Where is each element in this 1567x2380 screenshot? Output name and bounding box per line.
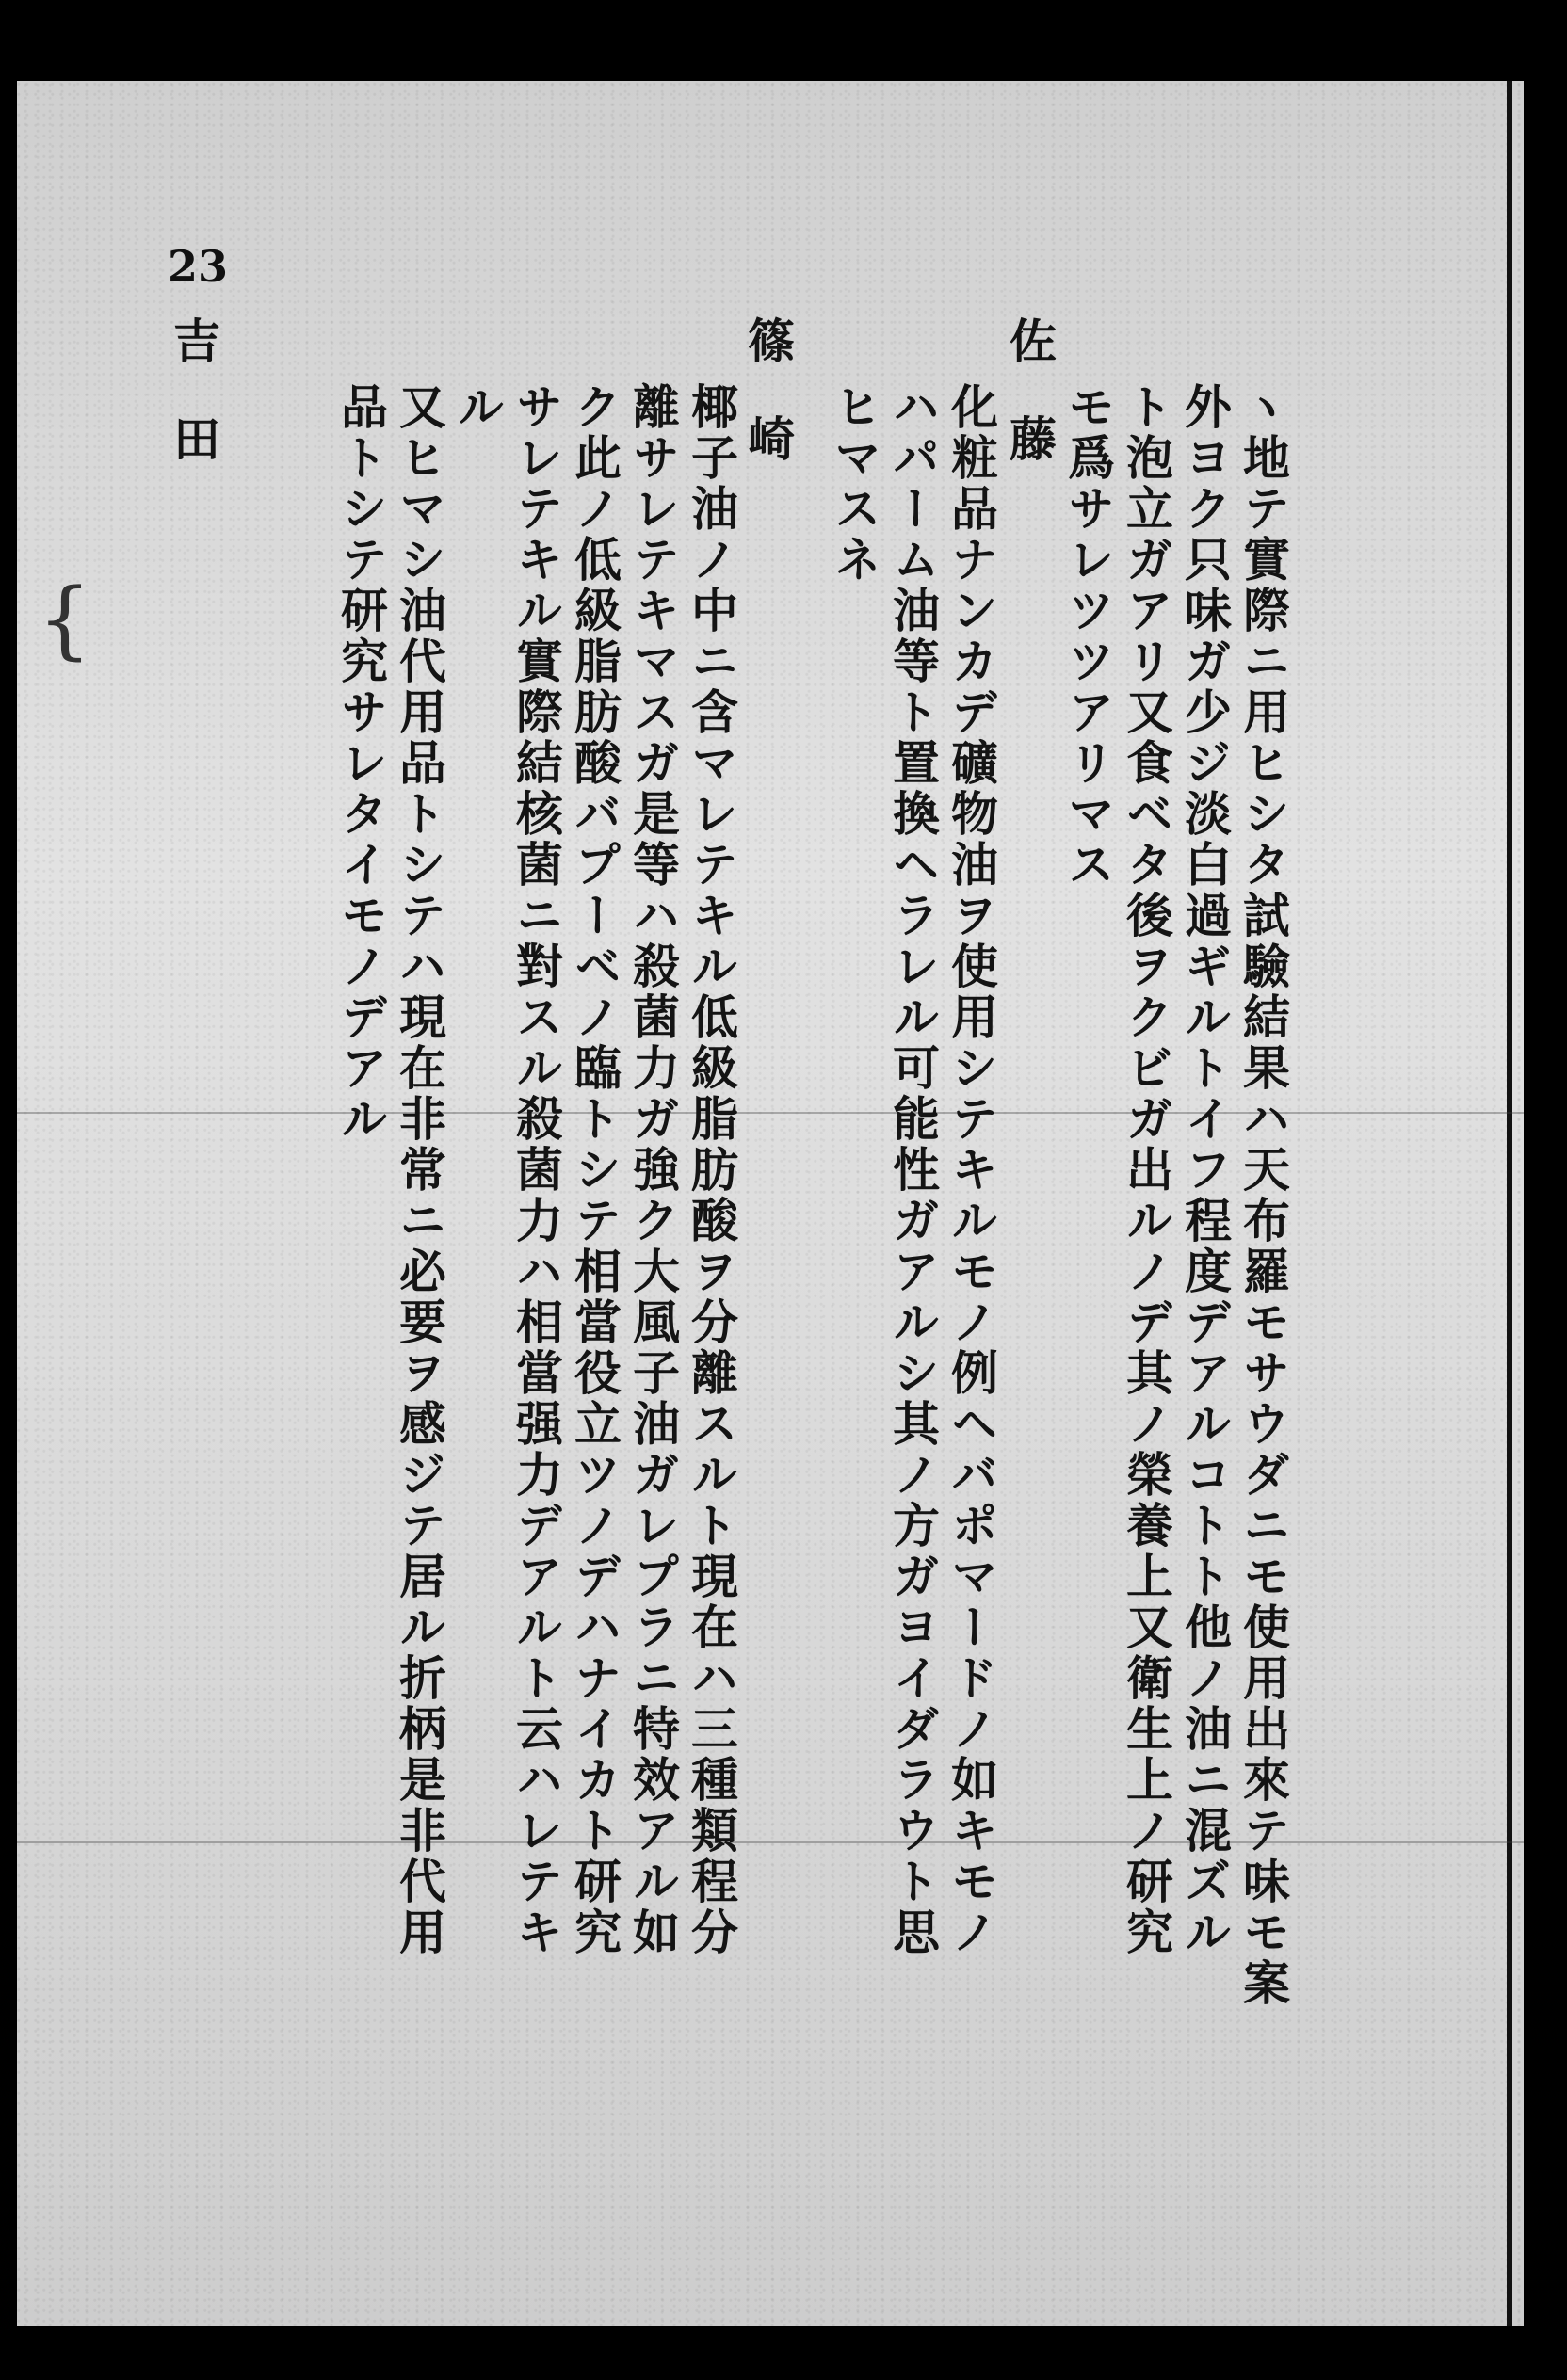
text-column: 椰子油ノ中ニ含マレテキル低級脂肪酸ヲ分離スルト現在ハ三種類程分 [684,382,739,1958]
speaker-name: 佐藤 [1002,316,1058,512]
text-column: ク此ノ低級脂肪酸バプーベノ臨トシテ相當役立ツノデハナイカト研究 [567,382,622,1958]
text-column: 又ヒマシ油代用品トシテハ現在非常ニ必要ヲ感ジテ居ル折柄是非代用 [392,382,447,1958]
text-column: 化粧品ナンカデ礦物油ヲ使用シテキルモノ例ヘバポマードノ如キモノ [944,382,999,1958]
fold-line [17,1841,1524,1843]
fold-line [17,1112,1524,1114]
text-column: ト泡立ガアリ又食ベタ後ヲクビガ出ルノデ其ノ榮養上又衛生上ノ研究 [1119,382,1174,1958]
page-number: 23 [168,241,229,292]
speaker-name: 篠崎 [740,316,796,512]
text-column: ハパーム油等ト置換ヘラレル可能性ガアルシ其ノ方ガヨイダラウト思 [885,382,941,1958]
page-edge-line [1507,81,1512,2326]
speaker-name: 吉田 [166,316,221,512]
document-page [17,81,1524,2326]
text-column: ヒマスネ [827,382,882,586]
margin-bracket: { [38,571,92,669]
text-column: 品トシテ研究サレタイモノデアル [333,382,389,1145]
text-column: ヽ地テ實際ニ用ヒシタ試驗結果ハ天布羅モサウダニモ使用出來テ味モ案 [1236,382,1291,2009]
text-column: 外ヨク只味ガ少ジ淡白過ギルトイフ程度デアルコトト他ノ油ニ混ズル [1177,382,1233,1958]
text-column: サレテキル實際結核菌ニ對スル殺菌力ハ相當强力デアルト云ハレテキ [509,382,564,1958]
text-column: ル [450,382,506,433]
text-column: 離サレテキマスガ是等ハ殺菌力ガ強ク大風子油ガレプラニ特效アル如 [625,382,681,1958]
text-column: モ爲サレツツアリマス [1060,382,1116,891]
